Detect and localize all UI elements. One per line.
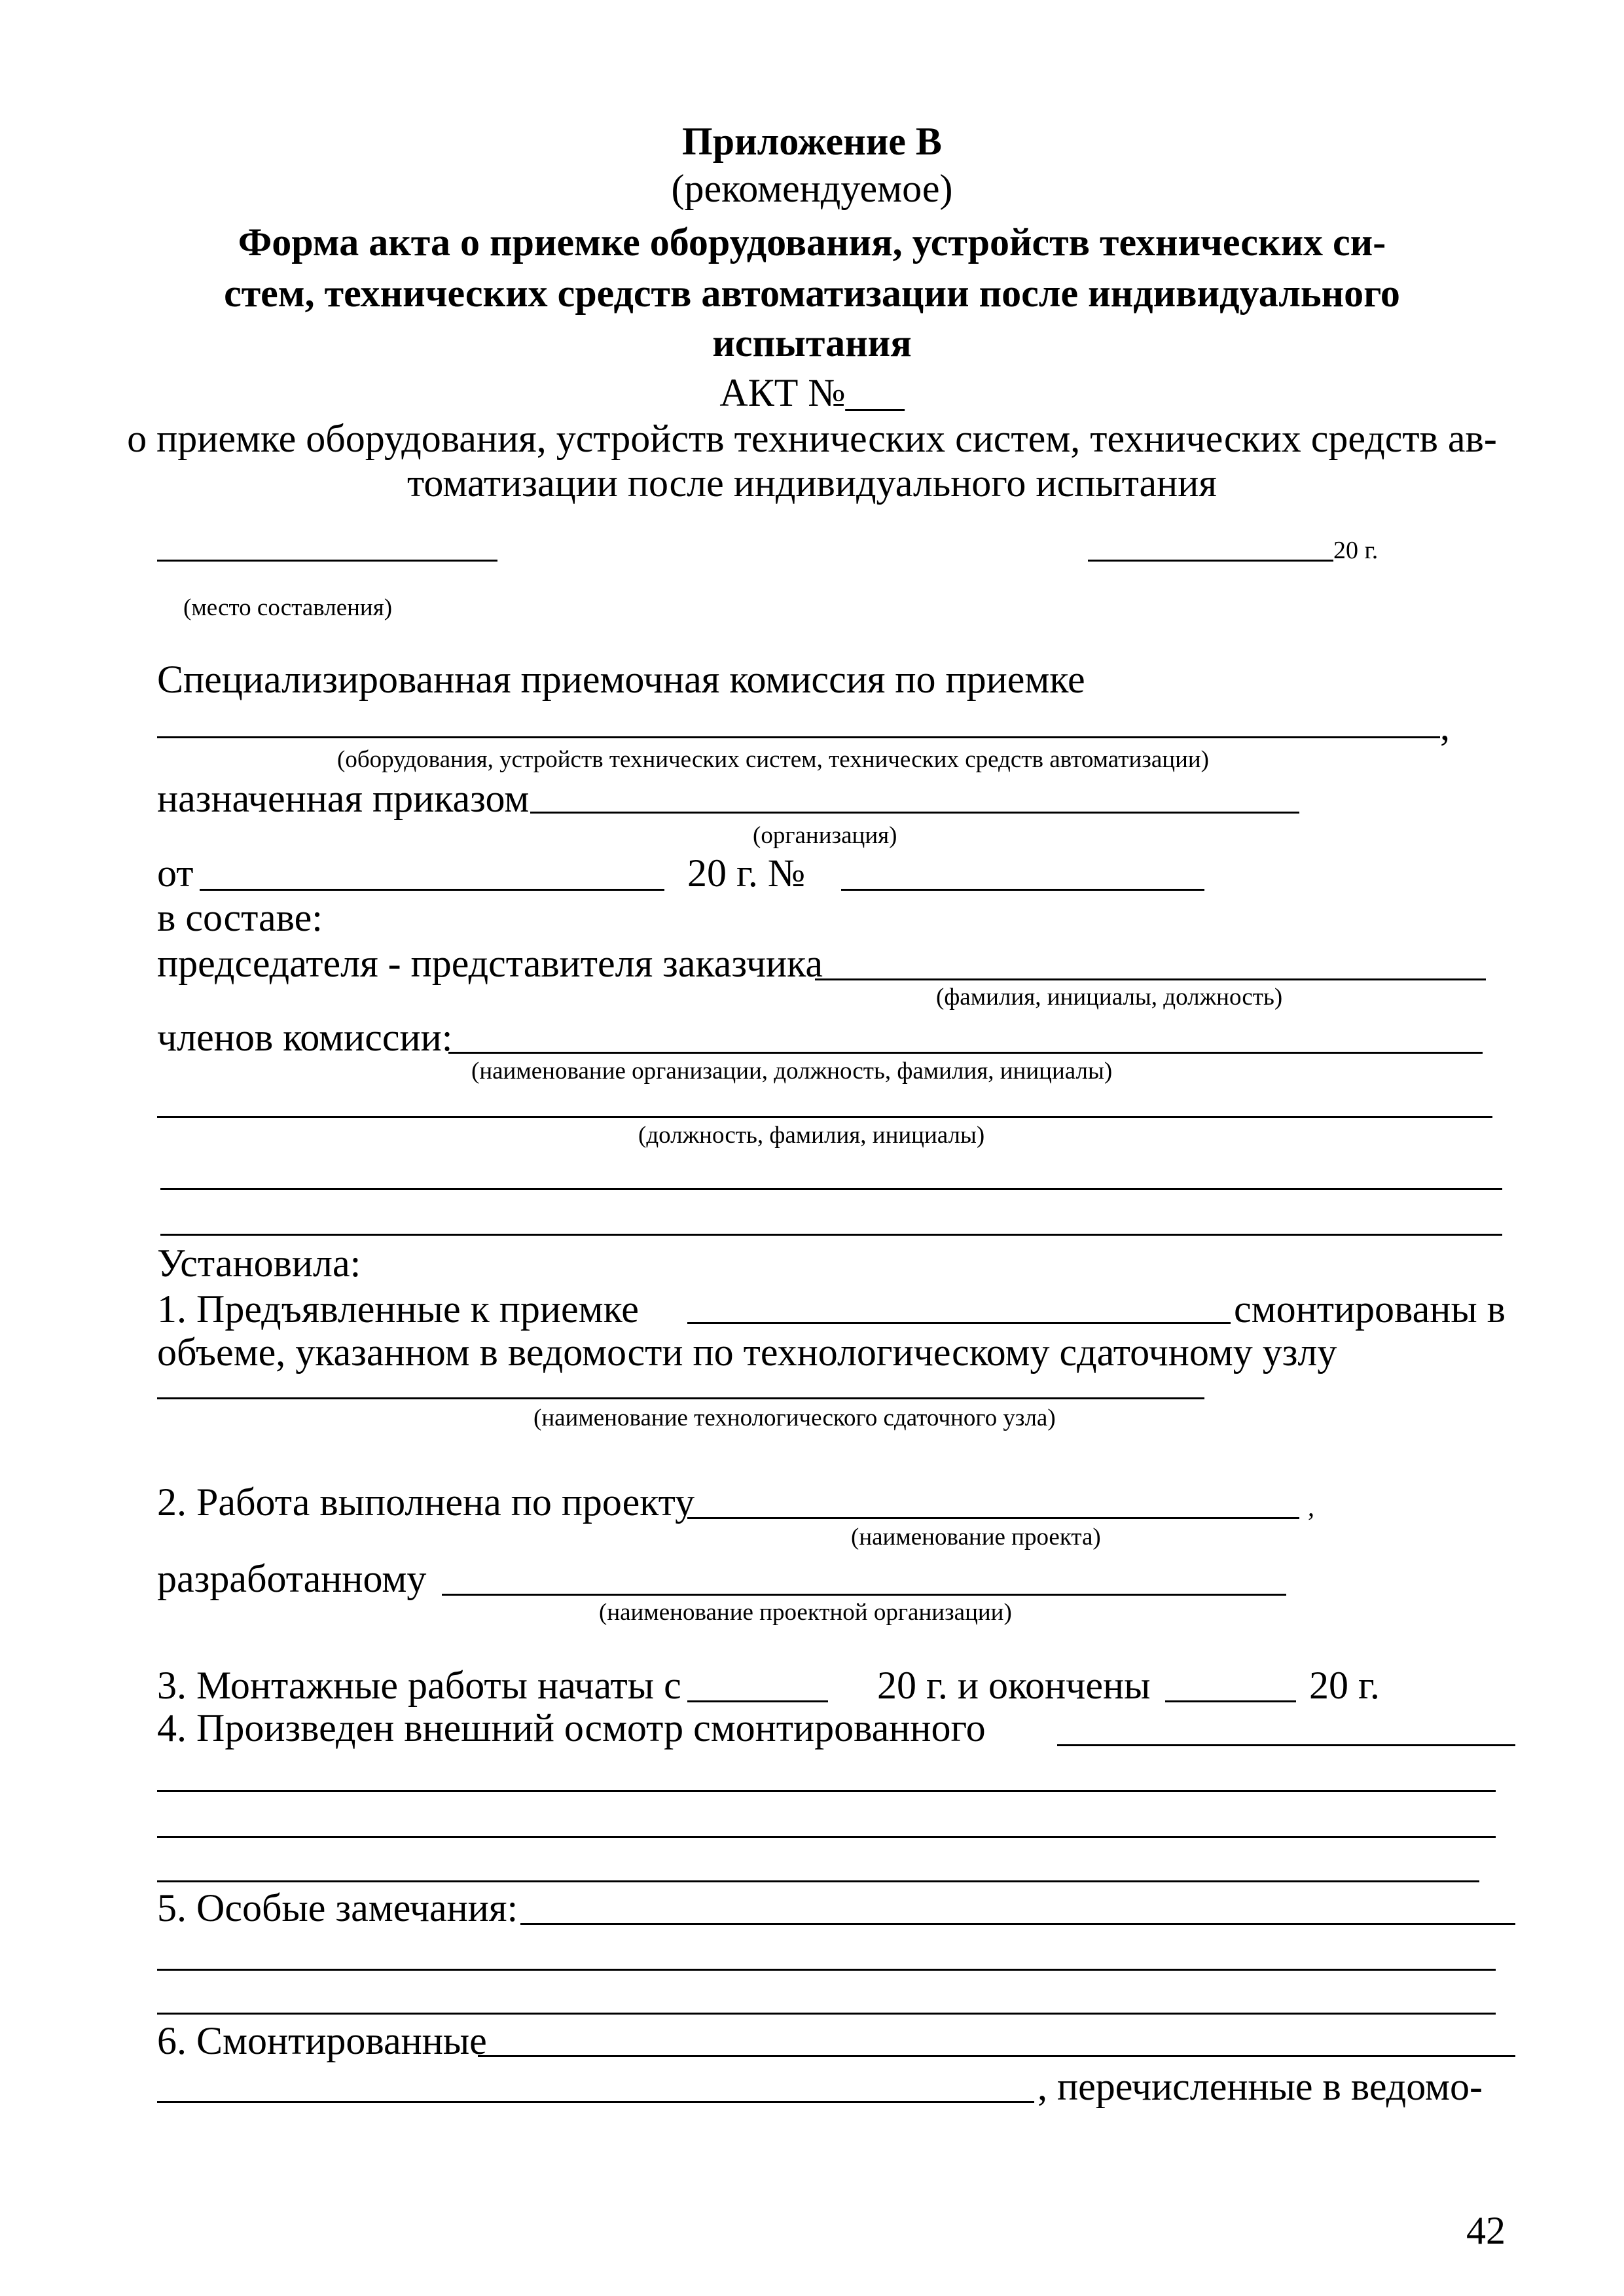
node-blank-line[interactable] [157,1397,1204,1399]
form-title-line-2: стем, технических средств автоматизации после индивидуального [224,272,1400,315]
equipment-comma: , [1440,705,1450,748]
act-subtitle-line-2: томатизации после индивидуального испытания [406,461,1217,505]
remarks-blank-line-2[interactable] [157,1969,1496,1971]
item3-mid: 20 г. и окончены [877,1664,1151,1707]
member-blank-line-2[interactable] [160,1188,1502,1190]
position-caption: (должность, фамилия, инициалы) [638,1122,985,1149]
date-year: 20 г. [1333,537,1379,564]
equipment-blank-line[interactable] [157,736,1440,738]
members-caption: (наименование организации, должность, фамилия, инициалы) [471,1058,1113,1085]
page-number: 42 [1466,2209,1506,2252]
members-label: членов комиссии: [157,1016,453,1059]
member-blank-line-3[interactable] [160,1234,1502,1236]
order-org-blank-line[interactable] [530,812,1299,814]
order-date-blank-line[interactable] [200,889,664,891]
date-blank-line[interactable] [1088,560,1333,562]
item2-comma: , [1308,1492,1314,1522]
mounted-blank-line-1[interactable] [478,2055,1515,2057]
design-org-blank-line[interactable] [442,1594,1286,1596]
place-blank-line[interactable] [157,560,497,562]
order-number-blank-line[interactable] [841,889,1204,891]
remarks-blank-line-1[interactable] [520,1923,1515,1925]
item2-label: 2. Работа выполнена по проекту [157,1480,695,1524]
item3-end: 20 г. [1309,1664,1380,1707]
composition-label: в составе: [157,896,323,939]
item3-start: 3. Монтажные работы начаты с [157,1664,681,1707]
members-blank-line[interactable] [448,1052,1483,1054]
item4-blank-line-3[interactable] [157,1836,1496,1838]
item1-blank-line[interactable] [687,1322,1231,1324]
project-blank-line[interactable] [687,1517,1299,1519]
act-subtitle-line-1: о приемке оборудования, устройств технических систем, технических средств ав- [127,417,1497,460]
item6-label: 6. Смонтированные [157,2019,487,2062]
item1-mounted: смонтированы в [1234,1287,1506,1331]
item4-blank-line-4[interactable] [157,1880,1479,1882]
item4-label: 4. Произведен внешний осмотр смонтированного [157,1706,986,1749]
established-heading: Установила: [157,1242,361,1285]
remarks-blank-line-3[interactable] [157,2013,1496,2015]
mounted-blank-line-2[interactable] [157,2101,1034,2103]
appendix-recommended: (рекомендуемое) [671,167,953,210]
item1-start: 1. Предъявленные к приемке [157,1287,639,1331]
design-org-caption: (наименование проектной организации) [599,1599,1012,1626]
item4-blank-line-1[interactable] [1057,1744,1515,1746]
item6-listed: , перечисленные в ведомо- [1038,2065,1483,2108]
act-number: АКТ №___ [719,371,905,414]
chairman-label: председателя - представителя заказчика [157,942,823,985]
appointed-label: назначенная приказом [157,777,530,820]
from-label: от [157,852,194,895]
order-year-no: 20 г. № [687,852,806,895]
appendix-title: Приложение В [682,120,942,163]
equipment-caption: (оборудования, устройств технических систем, технических средств автоматизации) [337,746,1209,773]
member-blank-line-1[interactable] [157,1116,1492,1118]
item4-blank-line-2[interactable] [157,1790,1496,1792]
work-end-blank-line[interactable] [1165,1700,1296,1702]
org-caption: (организация) [753,822,897,849]
project-caption: (наименование проекта) [851,1524,1101,1551]
work-start-blank-line[interactable] [687,1700,828,1702]
developed-label: разработанному [157,1557,427,1600]
commission-intro: Специализированная приемочная комиссия по приемке [157,658,1085,701]
form-title-line-3: испытания [712,321,912,365]
item5-label: 5. Особые замечания: [157,1886,518,1929]
chairman-caption: (фамилия, инициалы, должность) [936,984,1283,1011]
item1-line-2: объеме, указанном в ведомости по технологическому сдаточному узлу [157,1331,1337,1374]
chairman-blank-line[interactable] [815,978,1486,980]
form-title-line-1: Форма акта о приемке оборудования, устройств технических си- [238,221,1386,264]
place-caption: (место составления) [183,594,393,621]
node-caption: (наименование технологического сдаточного узла) [533,1405,1056,1431]
